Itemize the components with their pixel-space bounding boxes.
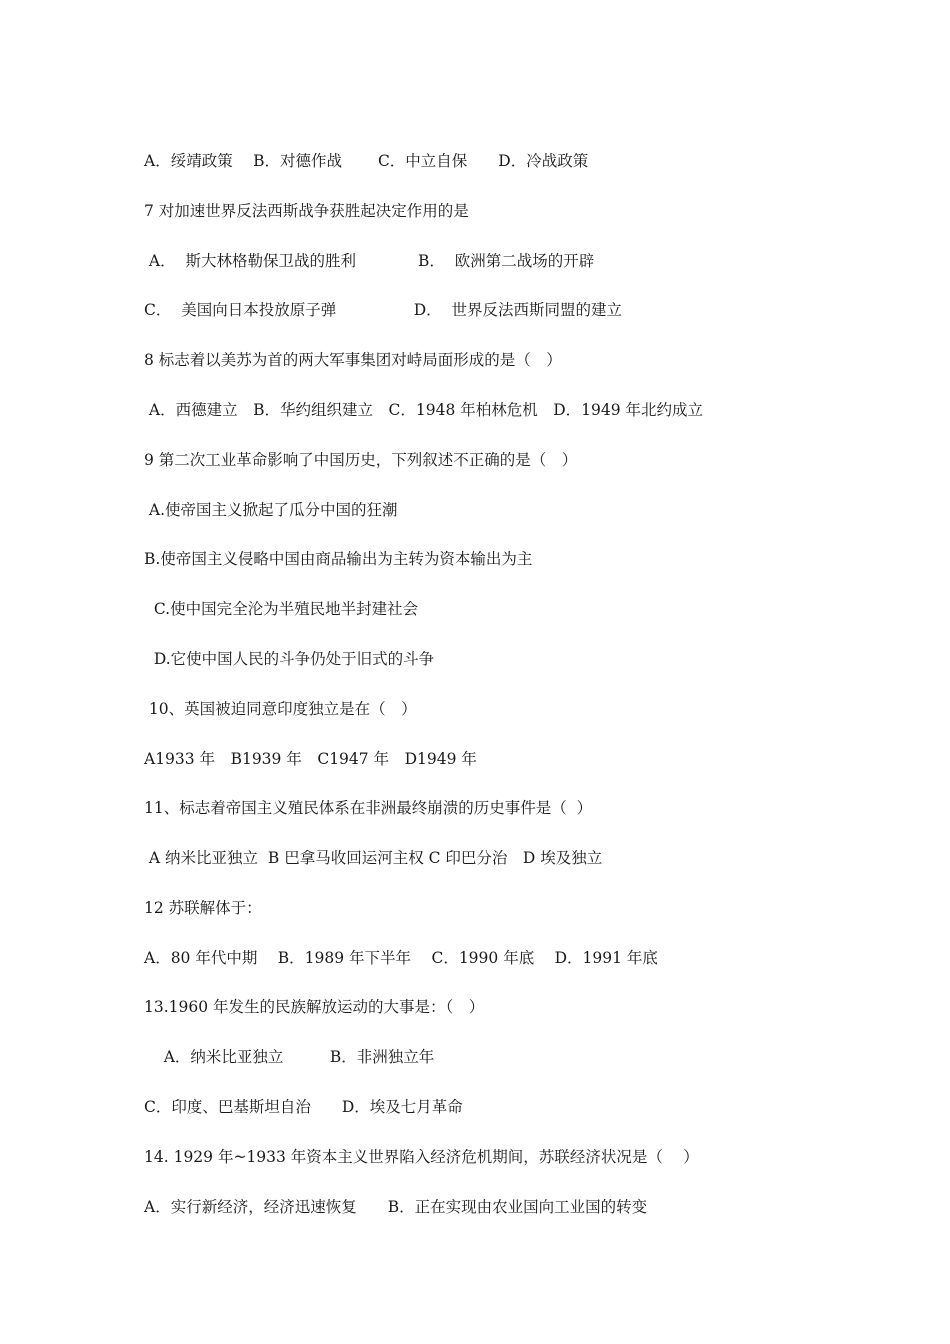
q7-options-ab: A． 斯大林格勒保卫战的胜利 B． 欧洲第二战场的开辟 (144, 252, 595, 270)
q9-option-c: C.使中国完全沦为半殖民地半封建社会 (144, 600, 419, 618)
q7-question: 7 对加速世界反法西斯战争获胜起决定作用的是 (144, 202, 469, 220)
q9-option-d: D.它使中国人民的斗争仍处于旧式的斗争 (144, 650, 435, 668)
q14-options-ab: A．实行新经济，经济迅速恢复 B．正在实现由农业国向工业国的转变 (144, 1198, 648, 1216)
q13-options-cd: C．印度、巴基斯坦自治 D．埃及七月革命 (144, 1098, 463, 1116)
q9-option-b: B.使帝国主义侵略中国由商品输出为主转为资本输出为主 (144, 550, 533, 568)
q7-options-cd: C． 美国向日本投放原子弹 D． 世界反法西斯同盟的建立 (144, 301, 622, 319)
q6-options: A．绥靖政策 B．对德作战 C．中立自保 D．冷战政策 (144, 152, 589, 170)
q8-question: 8 标志着以美苏为首的两大军事集团对峙局面形成的是（ ） (144, 351, 562, 369)
q14-question: 14. 1929 年~1933 年资本主义世界陷入经济危机期间，苏联经济状况是（ ） (144, 1148, 699, 1166)
q8-options: A．西德建立 B．华约组织建立 C．1948 年柏林危机 D．1949 年北约成立 (144, 401, 704, 419)
q9-option-a: A.使帝国主义掀起了瓜分中国的狂潮 (144, 501, 398, 519)
q10-options: A1933 年 B1939 年 C1947 年 D1949 年 (144, 750, 477, 768)
q11-options: A 纳米比亚独立 B 巴拿马收回运河主权 C 印巴分治 D 埃及独立 (144, 849, 603, 867)
q13-question: 13.1960 年发生的民族解放运动的大事是：（ ） (144, 998, 485, 1016)
q12-options: A．80 年代中期 B．1989 年下半年 C．1990 年底 D．1991 年底 (144, 949, 658, 967)
q10-question: 10、英国被迫同意印度独立是在（ ） (144, 700, 417, 718)
q13-options-ab: A．纳米比亚独立 B．非洲独立年 (144, 1048, 435, 1066)
q9-question: 9 第二次工业革命影响了中国历史，下列叙述不正确的是（ ） (144, 451, 578, 469)
q12-question: 12 苏联解体于： (144, 899, 262, 917)
q11-question: 11、标志着帝国主义殖民体系在非洲最终崩溃的历史事件是（ ） (144, 799, 593, 817)
